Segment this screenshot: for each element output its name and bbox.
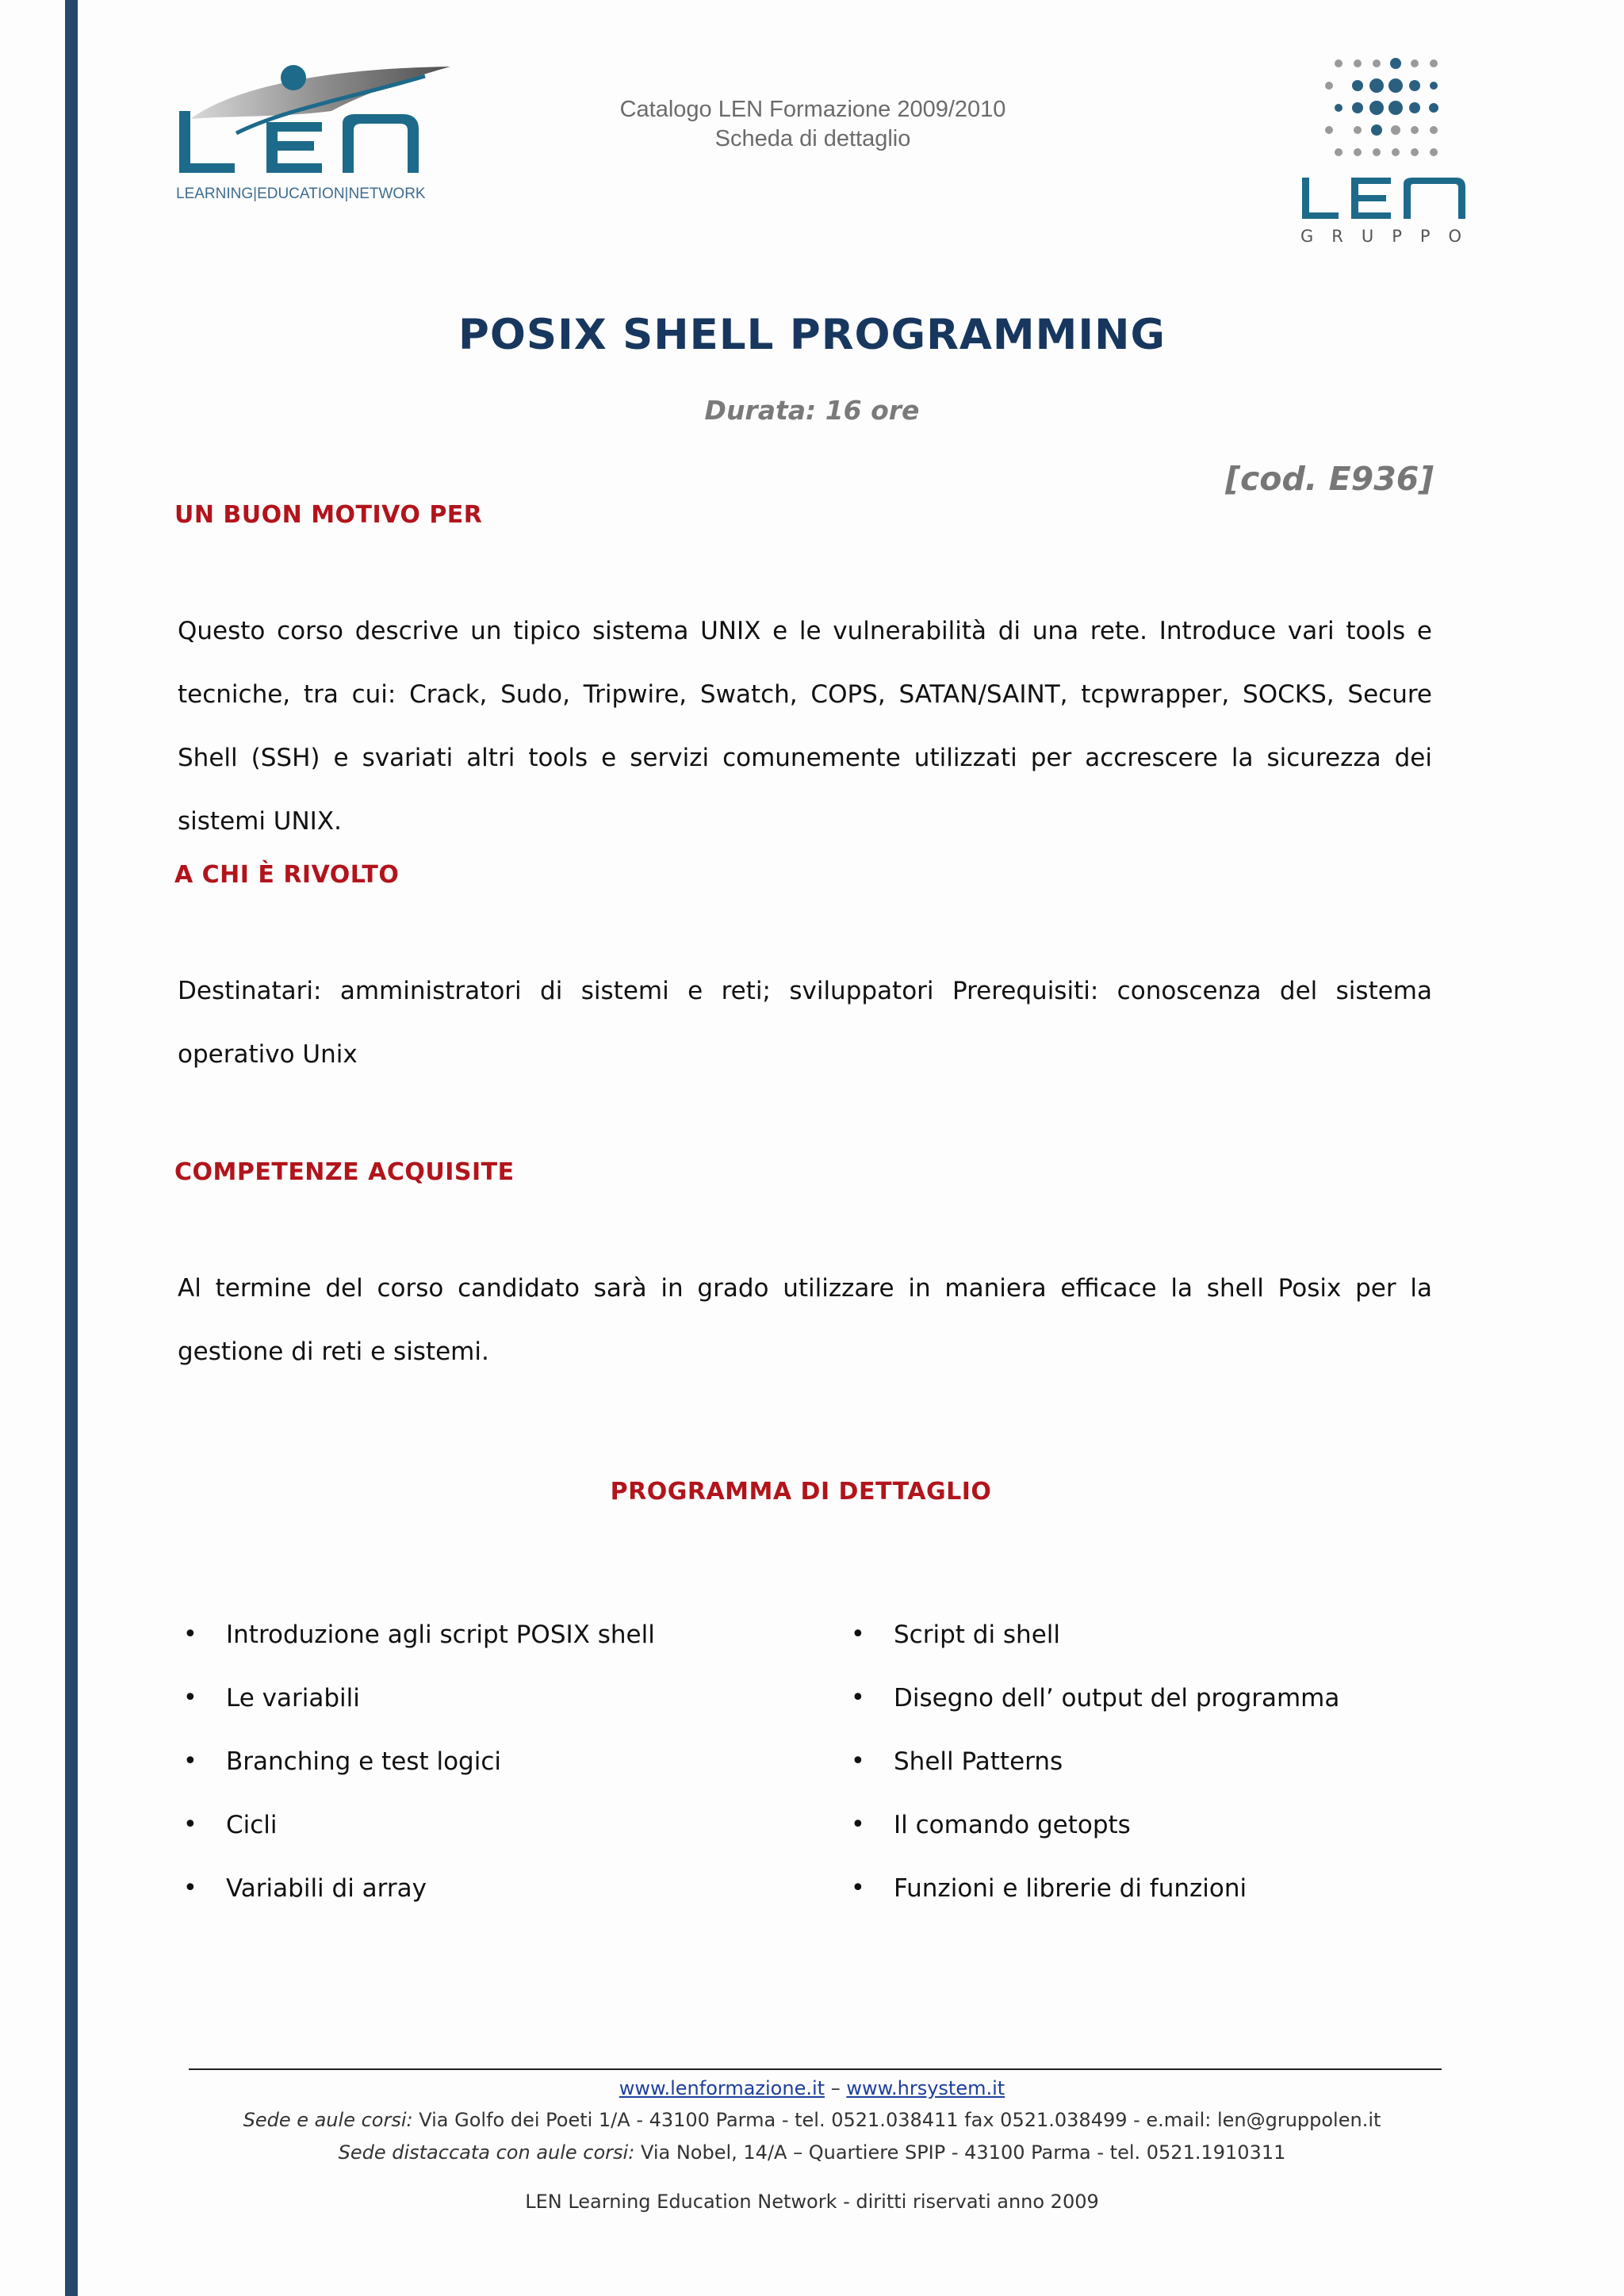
heading-rivolto: A CHI È RIVOLTO [174, 861, 400, 889]
list-item: • Cicli [226, 1793, 655, 1857]
sede-label: Sede e aule corsi: [243, 2109, 413, 2131]
list-item: • Introduzione agli script POSIX shell [226, 1603, 655, 1667]
list-item: • Disegno dell’ output del programma [894, 1667, 1339, 1730]
bullet-icon: • [851, 1621, 865, 1648]
len-logo [173, 62, 458, 209]
list-item: • Le variabili [226, 1667, 655, 1730]
list-item: • Script di shell [894, 1603, 1339, 1667]
bullet-icon: • [851, 1874, 865, 1902]
footer-address-main [0, 2109, 1624, 2131]
heading-competenze: COMPETENZE ACQUISITE [174, 1158, 515, 1186]
bullet-icon: • [183, 1747, 197, 1775]
program-list-left [183, 1603, 655, 1920]
gruppo-label: GRUPPO [1300, 227, 1480, 246]
sede2-label: Sede distaccata con aule corsi: [338, 2141, 635, 2164]
catalog-header [555, 95, 1071, 154]
list-item: • Funzioni e librerie di funzioni [894, 1857, 1339, 1920]
footer-divider [189, 2068, 1442, 2070]
bullet-icon: • [851, 1747, 865, 1775]
bullet-icon: • [851, 1811, 865, 1839]
sede-text: Via Golfo dei Poeti 1/A - 43100 Parma - tel. 0521.038411 fax 0521.038499 - e.mail: len@gruppolen.it [419, 2109, 1381, 2131]
link-hrsystem[interactable]: www.hrsystem.it [846, 2077, 1005, 2099]
brand-tagline: LEARNING|EDUCATION|NETWORK [176, 186, 426, 202]
bullet-icon: • [851, 1684, 865, 1712]
bullet-icon: • [183, 1621, 197, 1648]
len-wordmark [1302, 178, 1465, 219]
course-duration: Durata: 16 ore [704, 395, 920, 426]
catalog-subtitle: Scheda di dettaglio [714, 126, 911, 151]
sede2-text: Via Nobel, 14/A – Quartiere SPIP - 43100 Parma - tel. 0521.1910311 [640, 2141, 1286, 2164]
len-gruppo-graphic [1293, 52, 1475, 223]
page-title: POSIX SHELL PROGRAMMING [458, 311, 1166, 359]
rivolto-paragraph: Destinatari: amministratori di sistemi e reti; sviluppatori Prerequisiti: conoscenza del sistema operativo Unix [178, 977, 1432, 1069]
course-code: [cod. E936] [1225, 460, 1434, 498]
len-logo-graphic [173, 62, 458, 189]
footer-address-secondary [0, 2141, 1624, 2164]
catalog-title: Catalogo LEN Formazione 2009/2010 [619, 97, 1006, 122]
heading-programma: PROGRAMMA DI DETTAGLIO [610, 1478, 992, 1506]
competenze-paragraph: Al termine del corso candidato sarà in grado utilizzare in maniera efficace la shell Posix per la gestione di reti e sistemi. [178, 1274, 1432, 1366]
motivo-paragraph: Questo corso descrive un tipico sistema UNIX e le vulnerabilità di una rete. Introduce vari tools e tecniche, tra cui: Crack, Sudo, Tripwire, Swatch, COPS, SATAN/SAINT, tcpwrapper, SOCKS, Secure Shell (SSH) e svariati altri tools e servizi comunemente utilizzati per accrescere la sicurezza dei sistemi UNIX. [178, 617, 1432, 836]
bullet-icon: • [183, 1811, 197, 1839]
list-item: • Shell Patterns [894, 1730, 1339, 1793]
list-item: • Variabili di array [226, 1857, 655, 1920]
heading-motivo: UN BUON MOTIVO PER [174, 501, 483, 529]
program-list-right [851, 1603, 1340, 1920]
len-gruppo-logo [1293, 52, 1480, 258]
footer-rights: LEN Learning Education Network - diritti riservati anno 2009 [525, 2191, 1099, 2213]
bullet-icon: • [183, 1874, 197, 1902]
list-item: • Branching e test logici [226, 1730, 655, 1793]
bullet-icon: • [183, 1684, 197, 1712]
footer-separator: – [830, 2077, 841, 2099]
footer-links [0, 2077, 1624, 2099]
link-lenformazione[interactable]: www.lenformazione.it [619, 2077, 825, 2099]
list-item: • Il comando getopts [894, 1793, 1339, 1857]
